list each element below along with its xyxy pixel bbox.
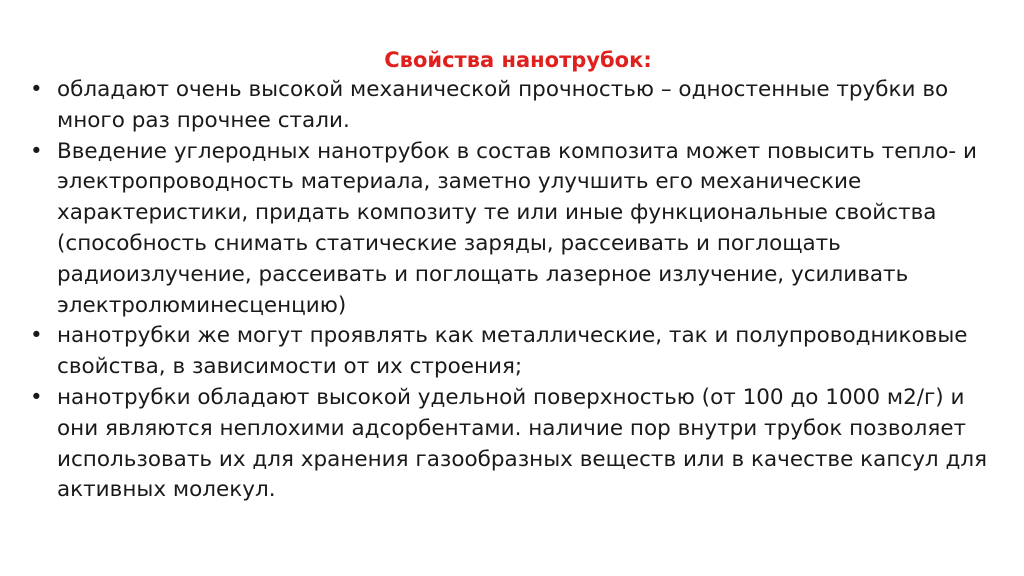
bullet-item [30,321,1010,383]
bullet-dot-icon: • [30,138,43,164]
bullet-item [30,75,1010,137]
bullet-dot-icon: • [30,323,43,349]
bullet-text: нанотрубки же могут проявлять как металлические, так и полупроводниковые свойства, в зависимости от их строения; [57,323,968,380]
bullet-item [30,137,1010,322]
bullet-text: обладают очень высокой механической прочностью – одностенные трубки во много раз прочнее стали. [57,77,949,133]
bullet-text: нанотрубки обладают высокой удельной поверхностью (от 100 до 1000 м2/г) и они являются неплохими адсорбентами. наличие пор внутри трубок позволяет использовать их для хранения газообразных веществ или в качестве капсул для активных молекул. [57,384,988,503]
slide-title: Свойства нанотрубок: [384,48,652,72]
bullet-dot-icon: • [30,77,43,102]
bullet-list [30,75,1010,506]
bullet-text: Введение углеродных нанотрубок в состав композита может повысить тепло- и электропроводность материала, заметно улучшить его механические характеристики, придать композиту те или иные функциональные свойства (способность снимать статические заряды, рассеивать и поглощать радиоизлучение, рассеивать и поглощать лазерное излучение, усиливать электролюминесценцию) [57,138,977,318]
bullet-dot-icon: • [30,384,43,410]
bullet-item [30,383,1010,506]
